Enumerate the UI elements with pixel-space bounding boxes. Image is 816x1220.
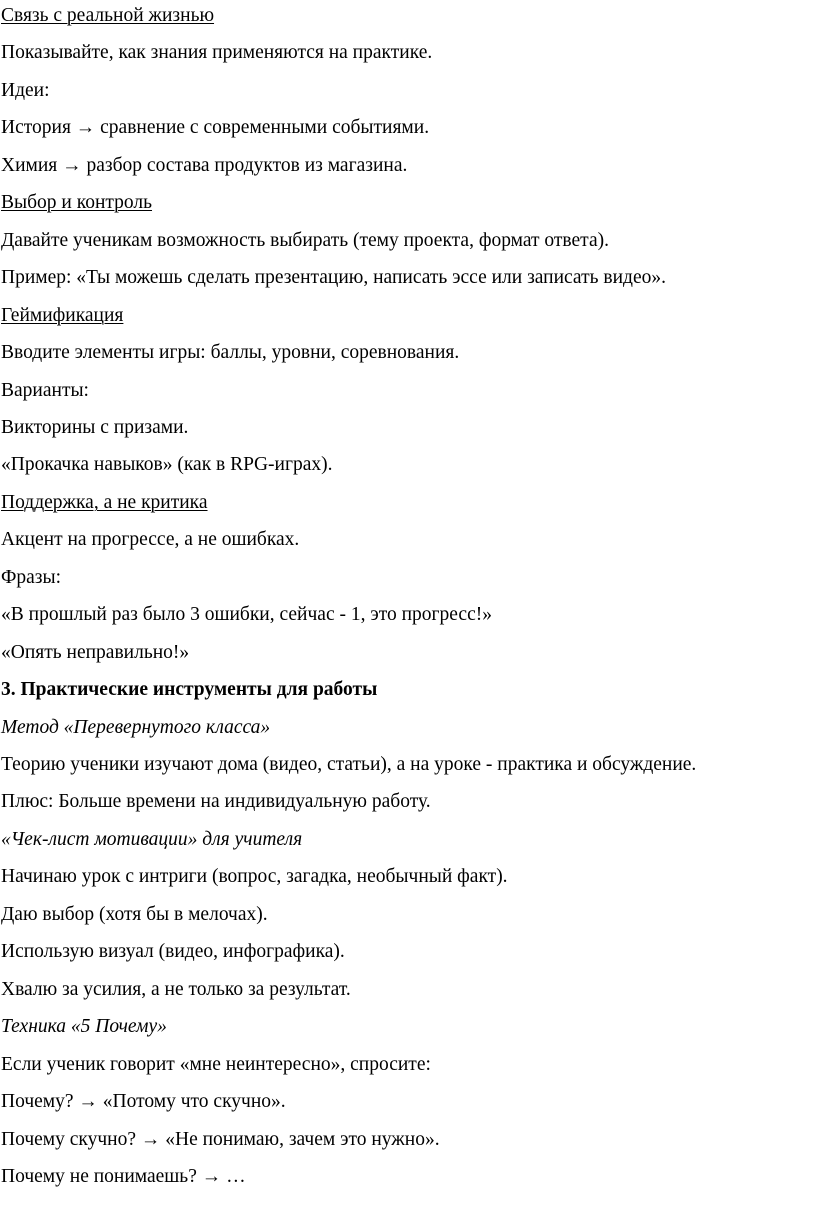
- paragraph: Варианты:: [1, 379, 89, 401]
- paragraph: Химия → разбор состава продуктов из магазина.: [1, 154, 408, 176]
- paragraph: История → сравнение с современными событиями.: [1, 117, 430, 139]
- chapter-heading-tools: 3. Практические инструменты для работы: [1, 679, 378, 701]
- paragraph: Почему? → «Потому что скучно».: [1, 1091, 286, 1113]
- paragraph: Викторины с призами.: [1, 416, 189, 438]
- paragraph: Вводите элементы игры: баллы, уровни, соревнования.: [1, 342, 460, 364]
- paragraph: Показывайте, как знания применяются на практике.: [1, 42, 433, 64]
- paragraph: Идеи:: [1, 79, 50, 101]
- paragraph: Хвалю за усилия, а не только за результат.: [1, 978, 351, 1000]
- paragraph: «Опять неправильно!»: [1, 641, 190, 663]
- paragraph: Акцент на прогрессе, а не ошибках.: [1, 529, 300, 551]
- section-heading-gamification: Геймификация: [1, 304, 124, 326]
- section-heading-support: Поддержка, а не критика: [1, 491, 208, 513]
- paragraph: Почему скучно? → «Не понимаю, зачем это нужно».: [1, 1128, 440, 1150]
- subheading-checklist: «Чек-лист мотивации» для учителя: [1, 828, 303, 850]
- paragraph: Если ученик говорит «мне неинтересно», спросите:: [1, 1053, 431, 1075]
- paragraph: Использую визуал (видео, инфографика).: [1, 941, 345, 963]
- section-heading-real-life: Связь с реальной жизнью: [1, 5, 215, 26]
- paragraph: Начинаю урок с интриги (вопрос, загадка, необычный факт).: [1, 866, 508, 888]
- paragraph: Пример: «Ты можешь сделать презентацию, написать эссе или записать видео».: [1, 267, 666, 289]
- paragraph: Теорию ученики изучают дома (видео, статьи), а на уроке - практика и обсуждение.: [1, 754, 697, 775]
- paragraph: Почему не понимаешь? → …: [1, 1165, 246, 1187]
- paragraph: Фразы:: [1, 566, 62, 588]
- paragraph: Давайте ученикам возможность выбирать (тему проекта, формат ответа).: [1, 229, 609, 251]
- paragraph: Плюс: Больше времени на индивидуальную работу.: [1, 791, 431, 813]
- paragraph: «Прокачка навыков» (как в RPG-играх).: [1, 454, 333, 476]
- subheading-five-whys: Техника «5 Почему»: [1, 1016, 167, 1038]
- section-heading-choice-control: Выбор и контроль: [1, 192, 153, 214]
- paragraph: «В прошлый раз было 3 ошибки, сейчас - 1, это прогресс!»: [1, 604, 492, 626]
- paragraph: Даю выбор (хотя бы в мелочах).: [1, 903, 268, 925]
- subheading-flipped-class: Метод «Перевернутого класса»: [1, 716, 271, 738]
